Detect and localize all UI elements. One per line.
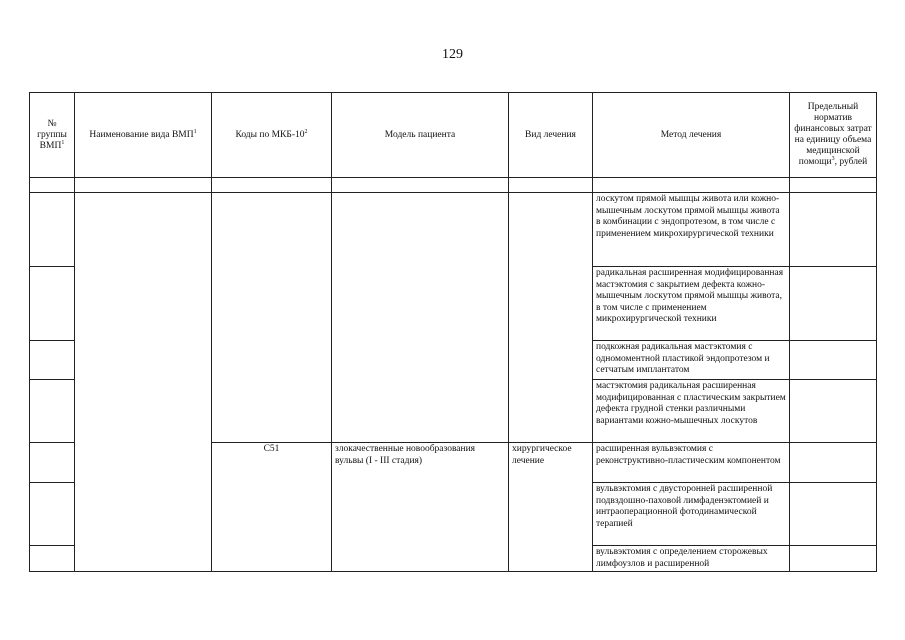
treatment-type-cell <box>509 193 593 443</box>
method-cell: расширенная вульвэктомия с реконструктивно-пластическим компонентом <box>593 443 790 483</box>
treatment-type-cell: хирургическое лечение <box>509 443 593 572</box>
name-cell <box>75 193 212 572</box>
header-treatment-method: Метод лечения <box>593 93 790 178</box>
method-cell: подкожная радикальная мастэктомия с одномоментной пластикой эндопротезом и сетчатым имплантатом <box>593 341 790 380</box>
page-number: 129 <box>442 47 463 62</box>
table-spacer-row <box>30 178 877 193</box>
table-header-row <box>30 93 877 178</box>
codes-cell <box>212 193 332 443</box>
table-row <box>30 193 877 267</box>
header-group: № группы ВМП$^1$ <box>30 93 75 178</box>
vmp-table <box>29 92 877 572</box>
patient-model-cell: злокачественные новообразования вульвы (I - III стадия) <box>332 443 509 572</box>
patient-model-cell <box>332 193 509 443</box>
method-cell: лоскутом прямой мышцы живота или кожно-мышечным лоскутом прямой мышцы живота в комбинации с эндопротезом, в том числе с применением микрохирургической техники <box>593 193 790 267</box>
method-cell: вульвэктомия с двусторонней расширенной подвздошно-паховой лимфаденэктомией и интраоперационной фотодинамической терапией <box>593 483 790 546</box>
header-norm: Предельный норматив финансовых затрат на единицу объема медицинской помощи$^3$, рублей <box>790 93 877 178</box>
code-cell: C51 <box>212 443 332 572</box>
method-cell: радикальная расширенная модифицированная мастэктомия с закрытием дефекта кожно-мышечным лоскутом прямой мышцы живота, в том числе с применением микрохирургической техники <box>593 267 790 341</box>
header-patient-model: Модель пациента <box>332 93 509 178</box>
header-treatment-type: Вид лечения <box>509 93 593 178</box>
method-cell: вульвэктомия с определением сторожевых лимфоузлов и расширенной <box>593 546 790 572</box>
header-codes: Коды по МКБ-$10^2$ <box>212 93 332 178</box>
method-cell: мастэктомия радикальная расширенная модифицированная с пластическим закрытием дефекта грудной стенки различными вариантами кожно-мышечных лоскутов <box>593 380 790 443</box>
header-name: Наименование вида ВМП$^1$ <box>75 93 212 178</box>
